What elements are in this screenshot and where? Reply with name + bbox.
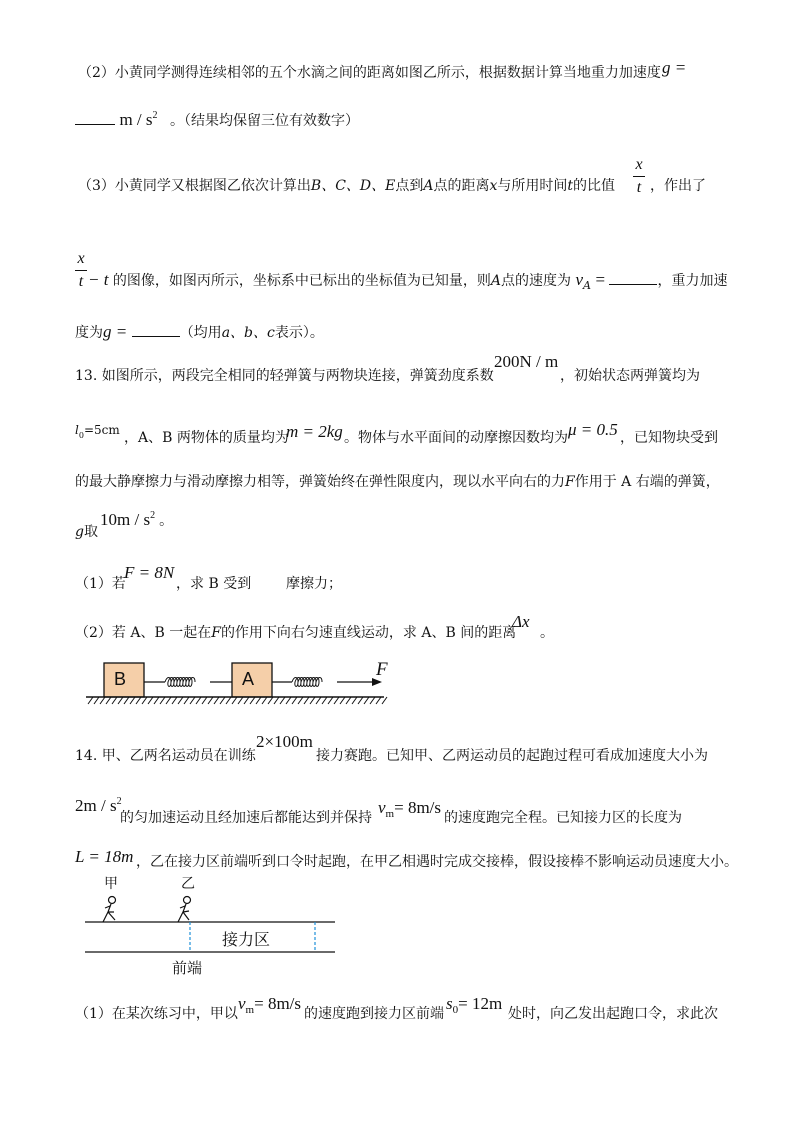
label-relay-zone: 接力区 [222,930,271,949]
q13-line3: 的最大静摩擦力与滑动摩擦力相等，弹簧始终在弹性限度内，现以水平向右的力F作用于 A 右端的弹簧， [75,474,720,490]
ground-hatch [280,697,285,704]
ground-hatch [148,697,153,704]
ground-hatch [100,697,105,704]
q14-s0: $s_0= 12m$ [446,994,503,1016]
ground-hatch [178,697,183,704]
ground-hatch [202,697,207,704]
q12-p3-line1-end: ，作出了 [650,178,706,194]
q14-L: L = 18m [75,847,134,866]
ground-hatch [214,697,219,704]
q13-gval: $10m / s^2$ 。 [100,510,174,529]
ground-hatch [310,697,315,704]
runner-jia-icon [103,897,116,923]
q13-line1: 13. 如图所示，两段完全相同的轻弹簧与两物块连接，弹簧劲度系数 [75,368,494,384]
ground-hatch [106,697,111,704]
fraction-x-over-t-2: x t [75,250,87,291]
ground-hatch [220,697,225,704]
spring-block-figure [80,655,400,705]
answer-blank[interactable] [75,110,115,125]
ground-hatch [130,697,135,704]
q14-s1-mid: 的速度跑到接力区前端 [304,1006,444,1022]
q14-acc: $2m / s^2$ [75,796,122,815]
ground-hatch [274,697,279,704]
q14-s1-end: 处时，向乙发出起跑口令，求此次 [508,1006,718,1022]
ground-hatch [382,697,387,704]
q13-line2: ，A、B 两物体的质量均为 [124,430,289,446]
ground-hatch [286,697,291,704]
answer-blank-vA[interactable] [609,270,657,285]
ground-hatch [172,697,177,704]
ground-hatch [292,697,297,704]
ground-hatch [112,697,117,704]
ground-hatch [322,697,327,704]
ground-hatch [340,697,345,704]
ground-hatch [88,697,93,704]
ground-hatch [226,697,231,704]
runner-yi-icon [178,897,191,923]
q13-s2-end: 。 [540,625,554,641]
ground-hatch [244,697,249,704]
fraction-x-over-t: x t [633,156,645,197]
q12-p2-line1: （2）小黄同学测得连续相邻的五个水滴之间的距离如图乙所示，根据数据计算当地重力加速度 [78,65,661,81]
ground-hatch [376,697,381,704]
ground-hatch [370,697,375,704]
ground-hatch [190,697,195,704]
ground-hatch [136,697,141,704]
relay-zone-figure [85,878,345,970]
ground-hatch [118,697,123,704]
q14-dist: 2×100m [256,732,313,751]
ground-hatch [154,697,159,704]
q13-line4: g取 [75,524,98,540]
ground-hatch [250,697,255,704]
q13-s1-mid: ，求 B 受到 [176,576,252,592]
q13-line1-end: ，初始状态两弹簧均为 [560,368,700,384]
q12-p3-line1: （3）小黄同学又根据图乙依次计算出B、C、D、E点到A点的距离x与所用时间t的比值 [78,178,616,194]
q13-line2-mid: 。物体与水平面间的动摩擦因数均为 [344,430,568,446]
force-f-label: F [376,659,388,680]
ground-hatch [196,697,201,704]
ground-hatch [346,697,351,704]
ground-hatch [238,697,243,704]
ground-hatch [334,697,339,704]
q12-p2-line2: m / $s^2$ 。（结果均保留三位有效数字） [75,110,359,133]
ground-hatch [166,697,171,704]
q14-line1-end: 接力赛跑。已知甲、乙两运动员的起跑过程可看成加速度大小为 [316,748,708,764]
label-jia: 甲 [104,876,118,892]
block-b-label: B [114,669,127,689]
ground-hatch [94,697,99,704]
q14-s1: （1）在某次练习中，甲以 [75,1006,238,1022]
label-yi: 乙 [181,876,195,892]
ground-hatch [316,697,321,704]
q13-s1-F: F = 8N [124,563,175,582]
label-front: 前端 [172,959,203,977]
ground-hatch [142,697,147,704]
q13-s1: （1）若 [75,576,126,592]
q13-mu: μ = 0.5 [568,420,618,439]
q14-line1: 14. 甲、乙两名运动员在训练 [75,748,256,764]
ground-hatch [304,697,309,704]
q14-s1-vm: $v_m= 8m/s$ [238,994,302,1016]
q14-line2: 的匀加速运动且经加速后都能达到并保持 [120,810,372,826]
q14-line3: ，乙在接力区前端听到口令时起跑，在甲乙相遇时完成交接棒，假设接棒不影响运动员速度大小。 [136,854,738,870]
ground-hatch [256,697,261,704]
q13-s1-end: 摩擦力； [286,576,342,592]
spring-left [165,678,195,687]
q12-p2-g: g = [662,58,687,77]
answer-blank-g[interactable] [132,322,180,337]
ground-hatch [160,697,165,704]
q13-l0: $l_0=5cm$ [75,423,120,440]
q13-s2: （2）若 A、B 一起在F的作用下向右匀速直线运动，求 A、B 间的距离 [75,625,517,641]
q12-p3-line2: − t 的图像，如图丙所示，坐标系中已标出的坐标值为已知量，则A点的速度为 $v_A$ = ，重力加速 [88,270,728,292]
q14-vm: $v_m= 8m/s$ [378,798,442,820]
ground-hatch [358,697,363,704]
ground-hatch [364,697,369,704]
ground-hatch [352,697,357,704]
ground-hatch [232,697,237,704]
q13-m: m = 2kg [286,422,343,441]
q13-s2-dx: Δx [512,612,530,631]
q13-line2-end: ，已知物块受到 [620,430,718,446]
spring-right [292,678,322,687]
ground-hatch [298,697,303,704]
ground-hatch [268,697,273,704]
ground-hatch [262,697,267,704]
ground-hatch [184,697,189,704]
q12-p3-line3: 度为g = （均用a、b、c表示）。 [75,322,324,341]
ground-hatch [328,697,333,704]
q14-line2-end: 的速度跑完全程。已知接力区的长度为 [444,810,682,826]
q13-k: 200N / m [494,352,559,371]
ground-hatch [208,697,213,704]
ground-hatch [124,697,129,704]
block-a-label: A [242,669,255,689]
